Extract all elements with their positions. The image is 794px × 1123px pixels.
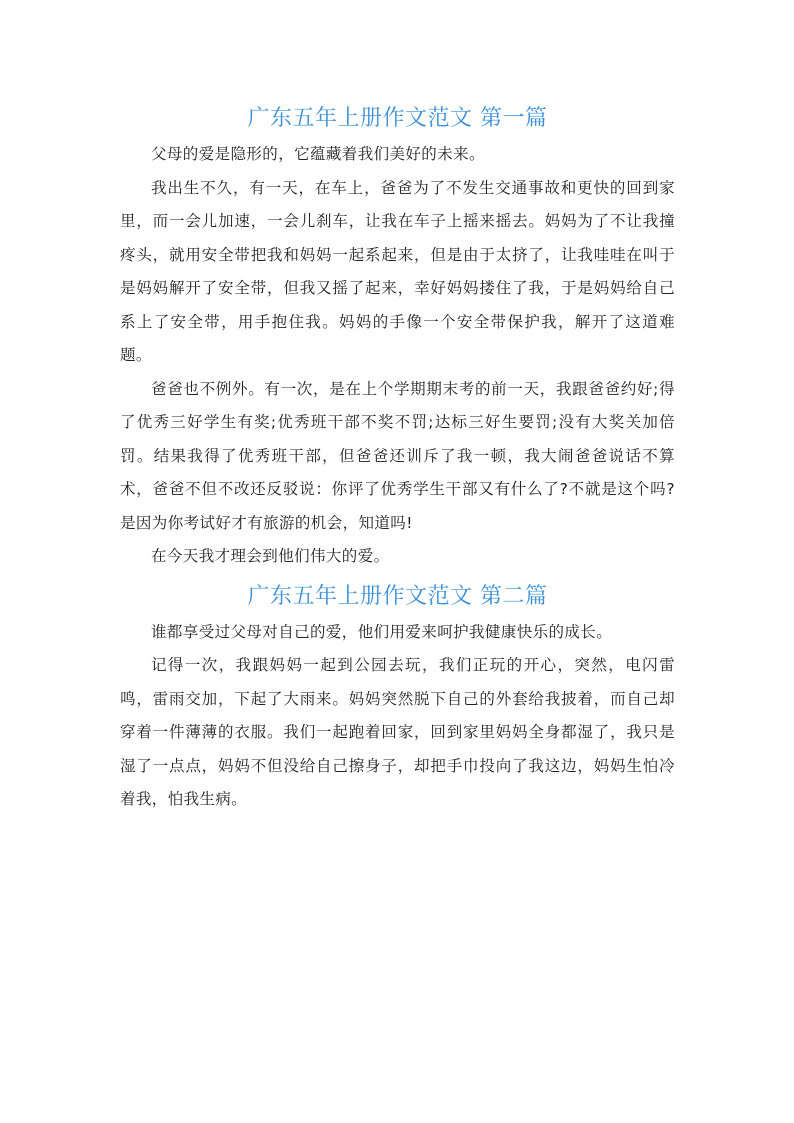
section-title: 广东五年上册作文范文 第二篇 [247,583,548,609]
paragraph: 父母的爱是隐形的，它蕴藏着我们美好的未来。 [151,145,485,163]
essay-section-1 [120,100,675,574]
paragraph: 记得一次，我跟妈妈一起到公园去玩，我们正玩的开心，突然，电闪雷鸣，雷雨交加，下起了大雨来。妈妈突然脱下自己的外套给我披着，而自己却穿着一件薄薄的衣服。我们一起跑着回家，回到家里妈妈全身都湿了，我只是湿了一点点，妈妈不但没给自己擦身子，却把手巾投向了我这边，妈妈生怕冷着我，怕我生病。 [120,656,675,808]
essay-section-2 [120,578,675,817]
paragraph: 谁都享受过父母对自己的爱，他们用爱来呵护我健康快乐的成长。 [151,622,613,641]
paragraph: 爸爸也不例外。有一次，是在上个学期期末考的前一天，我跟爸爸约好;得了优秀三好学生有奖;优秀班干部不奖不罚;达标三好生要罚;没有大奖关加倍罚。结果我得了优秀班干部，但爸爸还训斥了我一顿，我大闹爸爸说话不算术，爸爸不但不改还反驳说：你评了优秀学生干部又有什么了?不就是这个吗?是因为你考试好才有旅游的机会，知道吗! [120,379,675,532]
paragraph: 我出生不久，有一天，在车上，爸爸为了不发生交通事故和更快的回到家里，而一会儿加速，一会儿刹车，让我在车子上摇来摇去。妈妈为了不让我撞疼头，就用安全带把我和妈妈一起系起来，但是由于太挤了，让我哇哇在叫于是妈妈解开了安全带，但我又摇了起来，幸好妈妈搂住了我，于是妈妈给自己系上了安全带，用手抱住我。妈妈的手像一个安全带保护我，解开了这道难题。 [120,178,675,364]
document-page [120,100,675,817]
paragraph: 在今天我才理会到他们伟大的爱。 [151,547,390,565]
section-title: 广东五年上册作文范文 第一篇 [247,106,548,131]
